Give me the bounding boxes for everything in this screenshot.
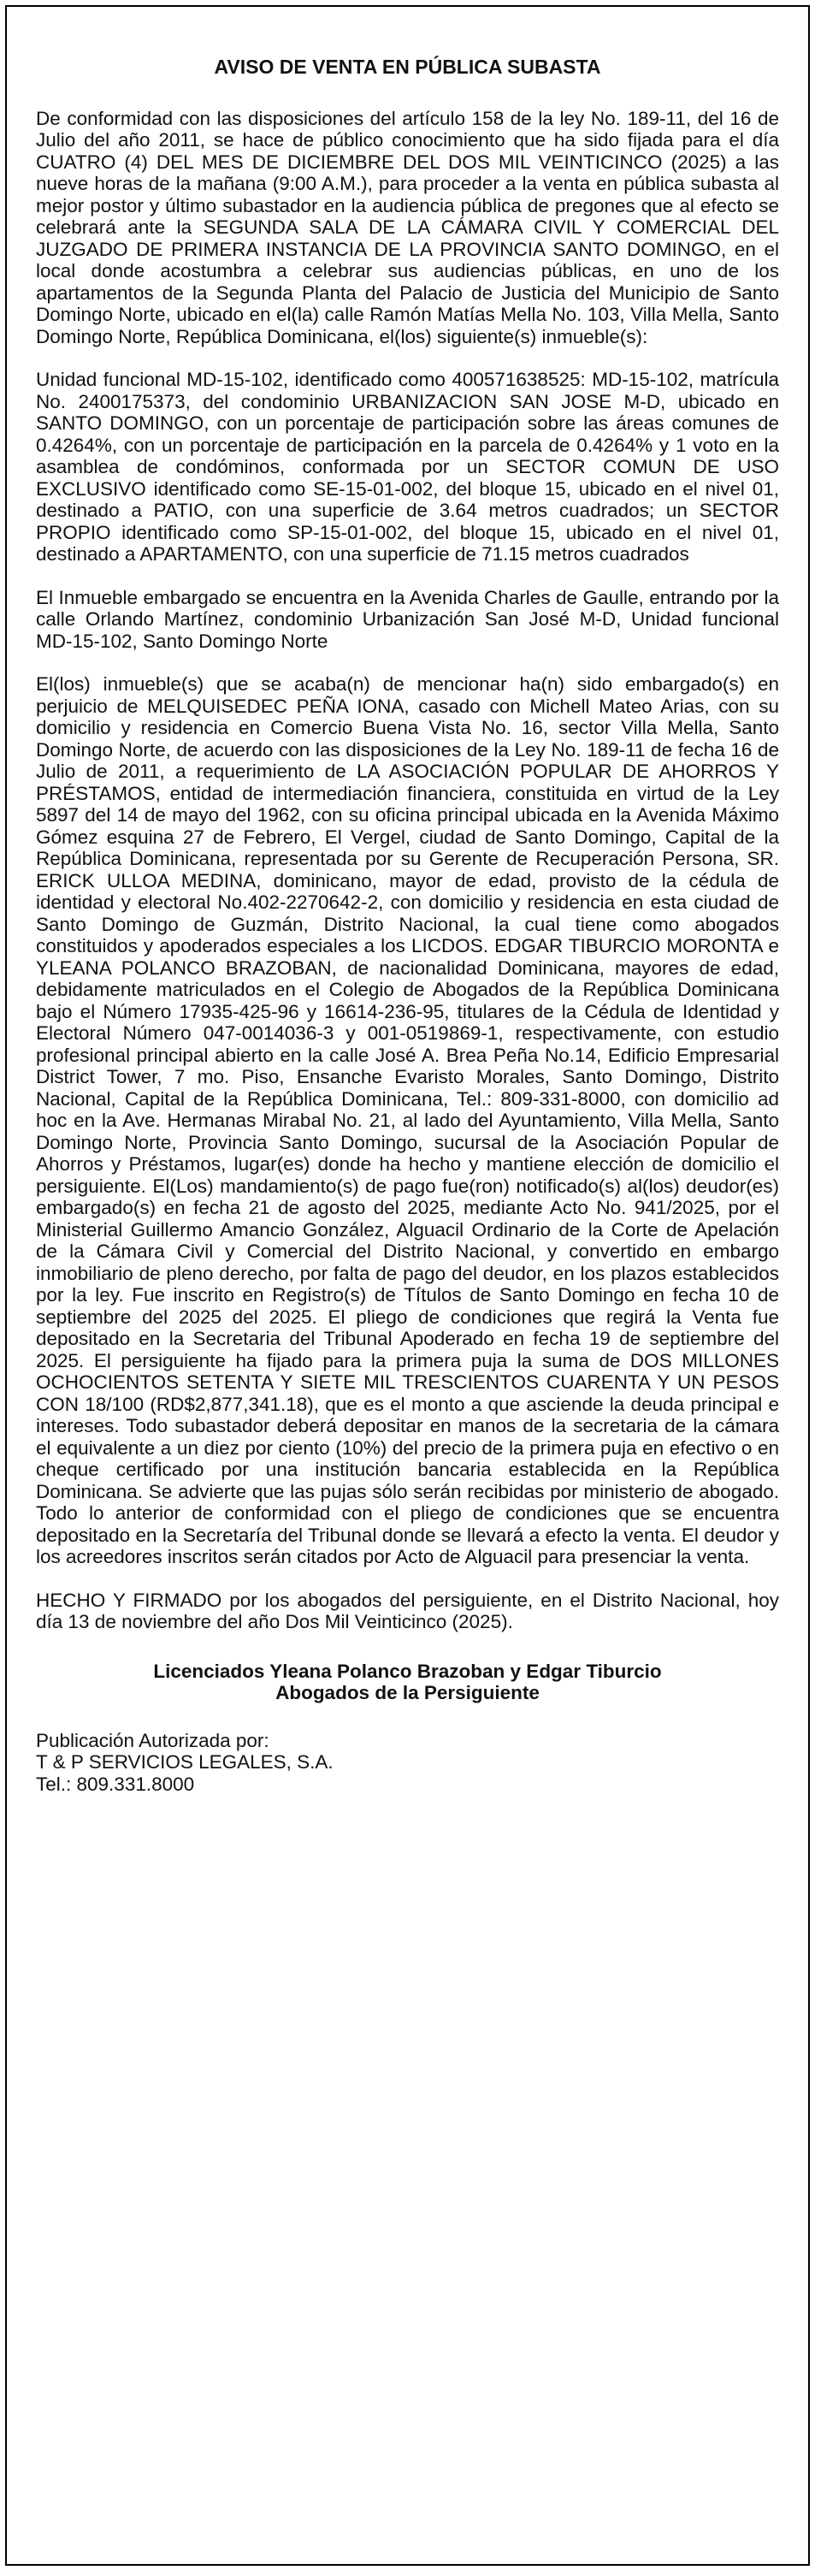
paragraph-signed-statement: HECHO Y FIRMADO por los abogados del persiguiente, en el Distrito Nacional, hoy día 13 de noviembre del año Dos Mil Veinticinco (2025). xyxy=(36,1589,779,1632)
publisher-phone: Tel.: 809.331.8000 xyxy=(36,1773,195,1795)
notice-title: AVISO DE VENTA EN PÚBLICA SUBASTA xyxy=(214,56,601,78)
legal-notice xyxy=(5,5,810,2566)
publisher-name: T & P SERVICIOS LEGALES, S.A. xyxy=(36,1751,334,1773)
paragraph-property-description: Unidad funcional MD-15-102, identificado como 400571638525: MD-15-102, matrícula No. 2400175373, del condominio URBANIZACION SAN JOSE M-D, ubicado en SANTO DOMINGO, con un porcentaje de participación sobre las áreas comunes de 0.4264%, con un porcentaje de participación en la parcela de 0.4264% y 1 voto en la asamblea de condóminos, conformada por un SECTOR COMUN DE USO EXCLUSIVO identificado como SE-15-01-002, del bloque 15, ubicado en el nivel 01, destinado a PATIO, con una superficie de 3.64 metros cuadrados; un SECTOR PROPIO identificado como SP-15-01-002, del bloque 15, ubicado en el nivel 01, destinado a APARTAMENTO, con una superficie de 71.15 metros cuadrados xyxy=(36,369,779,565)
paragraph-seizure-details: El(los) inmueble(s) que se acaba(n) de mencionar ha(n) sido embargado(s) en perjuicio de MELQUISEDEC PEÑA IONA, casado con Michell Mateo Arias, con su domicilio y residencia en Comercio Buena Vista No. 16, sector Villa Mella, Santo Domingo Norte, de acuerdo con las disposiciones de la Ley No. 189-11 de fecha 16 de Julio de 2011, a requerimiento de LA ASOCIACIÓN POPULAR DE AHORROS Y PRÉSTAMOS, entidad de intermediación financiera, constituida en virtud de la Ley 5897 del 14 de mayo del 1962, con su oficina principal ubicada en la Avenida Máximo Gómez esquina 27 de Febrero, El Vergel, ciudad de Santo Domingo, Capital de la República Dominicana, representada por su Gerente de Recuperación Persona, SR. ERICK ULLOA MEDINA, dominicano, mayor de edad, provisto de la cédula de identidad y electoral No.402-2270642-2, con domicilio y residencia en esta ciudad de Santo Domingo de Guzmán, Distrito Nacional, la cual tiene como abogados constituidos y apoderados especiales a los LICDOS. EDGAR TIBURCIO MORONTA e YLEANA POLANCO BRAZOBAN, de nacionalidad Dominicana, mayores de edad, debidamente matriculados en el Colegio de Abogados de la República Dominicana bajo el Número 17935-425-96 y 16614-236-95, titulares de la Cédula de Identidad y Electoral Número 047-0014036-3 y 001-0519869-1, respectivamente, con estudio profesional principal abierto en la calle José A. Brea Peña No.14, Edificio Empresarial District Tower, 7 mo. Piso, Ensanche Evaristo Morales, Santo Domingo, Distrito Nacional, Capital de la República Dominicana, Tel.: 809-331-8000, con domicilio ad hoc en la Ave. Hermanas Mirabal No. 21, al lado del Ayuntamiento, Villa Mella, Santo Domingo Norte, Provincia Santo Domingo, sucursal de la Asociación Popular de Ahorros y Préstamos, lugar(es) donde ha hecho y mantiene elección de domicilio el persiguiente. El(Los) mandamiento(s) de pago fue(ron) notificado(s) al(los) deudor(es) embargado(s) en fecha 21 de agosto del 2025, mediante Acto No. 941/2025, por el Ministerial Guillermo Amancio González, Alguacil Ordinario de la Corte de Apelación de la Cámara Civil y Comercial del Distrito Nacional, y convertido en embargo inmobiliario de pleno derecho, por falta de pago del deudor, en los plazos establecidos por la ley. Fue inscrito en Registro(s) de Títulos de Santo Domingo en fecha 10 de septiembre del 2025 del 2025. El pliego de condiciones que regirá la Venta fue depositado en la Secretaria del Tribunal Apoderado en fecha 19 de septiembre del 2025. El persiguiente ha fijado para la primera puja la suma de DOS MILLONES OCHOCIENTOS SETENTA Y SIETE MIL TRESCIENTOS CUARENTA Y UN PESOS CON 18/100 (RD$2,877,341.18), que es el monto a que asciende la deuda principal e intereses. Todo subastador deberá depositar en manos de la secretaria de la cámara el equivalente a un diez por ciento (10%) del precio de la primera puja en efectivo o en cheque certificado por una institución bancaria establecida en la República Dominicana. Se advierte que las pujas sólo serán recibidas por ministerio de abogado. Todo lo anterior de conformidad con el pliego de condiciones que se encuentra depositado en la Secretaría del Tribunal donde se llevará a efecto la venta. El deudor y los acreedores inscritos serán citados por Acto de Alguacil para presenciar la venta. xyxy=(36,673,779,1567)
publisher-block xyxy=(36,1730,779,1796)
paragraph-auction-announcement: De conformidad con las disposiciones del artículo 158 de la ley No. 189-11, del 16 de Julio del año 2011, se hace de público conocimiento que ha sido fijada para el día CUATRO (4) DEL MES DE DICIEMBRE DEL DOS MIL VEINTICINCO (2025) a las nueve horas de la mañana (9:00 A.M.), para proceder a la venta en pública subasta al mejor postor y último subastador en la audiencia pública de pregones que al efecto se celebrará ante la SEGUNDA SALA DE LA CÁMARA CIVIL Y COMERCIAL DEL JUZGADO DE PRIMERA INSTANCIA DE LA PROVINCIA SANTO DOMINGO, en el local donde acostumbra a celebrar sus audiencias públicas, en uno de los apartamentos de la Segunda Planta del Palacio de Justicia del Municipio de Santo Domingo Norte, ubicado en el(la) calle Ramón Matías Mella No. 103, Villa Mella, Santo Domingo Norte, República Dominicana, el(los) siguiente(s) inmueble(s): xyxy=(36,107,779,347)
signature-lawyers: Licenciados Yleana Polanco Brazoban y Edgar Tiburcio xyxy=(153,1660,662,1682)
paragraph-property-location: El Inmueble embargado se encuentra en la Avenida Charles de Gaulle, entrando por la calle Orlando Martínez, condominio Urbanización San José M-D, Unidad funcional MD-15-102, Santo Domingo Norte xyxy=(36,586,779,652)
signature-block xyxy=(36,1661,779,1704)
publisher-label: Publicación Autorizada por: xyxy=(36,1729,269,1751)
signature-role: Abogados de la Persiguiente xyxy=(275,1682,540,1703)
